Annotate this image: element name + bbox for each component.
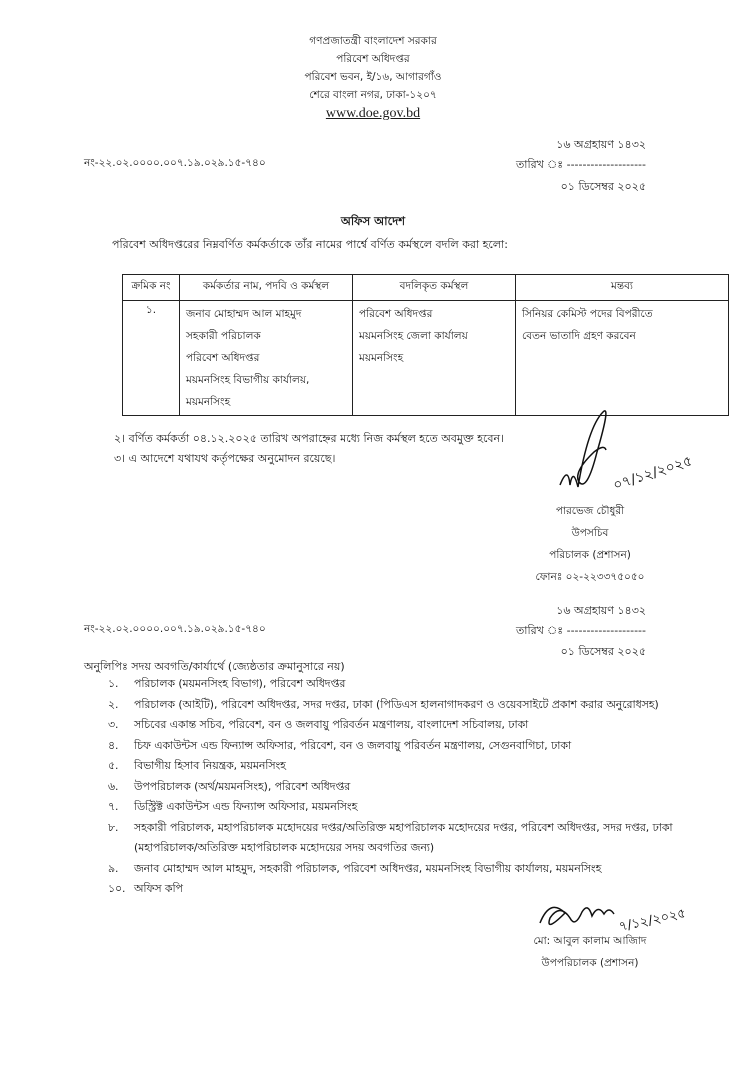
website-link[interactable]: www.doe.gov.bd — [325, 106, 421, 121]
memo-2-bangla-date: ১৬ অগ্রহায়ণ ১৪৩২ — [556, 604, 646, 617]
transfer-city: ময়মনসিংহ — [359, 352, 404, 364]
officer-name: জনাব মোহাম্মদ আল মাহমুদ — [186, 308, 302, 320]
paragraph-3: ৩। এ আদেশে যথাযথ কর্তৃপক্ষের অনুমোদন রয়েছে। — [114, 452, 336, 465]
signatory-2-block — [480, 930, 700, 974]
date-label: তারিখ ঃ -------------------- — [516, 158, 646, 171]
signatory-2-name: মো: আবুল কালাম আজিাদ — [533, 935, 647, 947]
transfer-table — [122, 274, 729, 416]
address-line-1: পরিবেশ ভবন, ই/১৬, আগারগাঁও — [304, 71, 442, 83]
memo-number: নং-২২.০২.০০০০.০০৭.১৯.০২৯.১৫-৭৪০ — [84, 157, 266, 169]
officer-department: পরিবেশ অধিদপ্তর — [186, 352, 260, 364]
officer-office: ময়মনসিংহ বিভাগীয় কার্যালয়, — [186, 374, 310, 386]
order-intro: পরিবেশ অধিদপ্তরের নিম্নবর্ণিত কর্মকর্তাকে তাঁর নামের পার্শ্বে বর্ণিত কর্মস্থলে বদলি করা হলো: — [112, 238, 508, 251]
table-header-row — [123, 275, 729, 301]
header-officer: কর্মকর্তার নাম, পদবি ও কর্মস্থল — [180, 275, 353, 301]
list-item: ৮. সহকারী পরিচালক, মহাপরিচালক মহোদয়ের দপ্তর/অতিরিক্ত মহাপরিচালক মহোদয়ের দপ্তর, পরিবেশ অধিদপ্তর, সদর দপ্তর, ঢাকা (মহাপরিচালক/অতিরিক্ত মহাপরিচালক মহোদয়ের সদয় অবগতির জন্য) — [108, 820, 673, 854]
officer-designation: সহকারী পরিচালক — [186, 330, 261, 342]
officer-cell — [180, 301, 353, 416]
paragraph-2: ২। বর্ণিত কর্মকর্তা ০৪.১২.২০২৫ তারিখ অপরাহ্নের মধ্যে নিজ কর্মস্থল হতে অবমুক্ত হবেন। — [114, 432, 505, 445]
list-item: ১. পরিচালক (ময়মনসিংহ বিভাগ), পরিবেশ অধিদপ্তর — [108, 677, 346, 690]
list-item: ৭. ডিস্ট্রিক্ট একাউন্টস এন্ড ফিন্যান্স অফিসার, ময়মনসিংহ — [108, 800, 358, 813]
signatory-1-name: পারভেজ চৌধুরী — [555, 505, 625, 517]
signatory-1-phone: ফোনঃ ০২-২২৩৩৭৫০৫০ — [535, 571, 645, 583]
transfer-office: ময়মনসিংহ জেলা কার্যালয় — [359, 330, 468, 342]
signature-1-mark — [555, 405, 715, 515]
transferred-to-cell — [353, 301, 516, 416]
signatory-1-block — [470, 500, 710, 588]
list-item: ২. পরিচালক (আইটি), পরিবেশ অধিদপ্তর, সদর দপ্তর, ঢাকা (পিডিএস হালনাগাদকরণ ও ওয়েবসাইটে প্রকাশ করার অনুরোধসহ) — [108, 697, 659, 711]
list-item: ৪. চিফ একাউন্টস এন্ড ফিন্যান্স অফিসার, পরিবেশ, বন ও জলবায়ু পরিবর্তন মন্ত্রণালয়, সেগুনবাগিচা, ঢাকা — [108, 738, 572, 752]
signatory-2-role: উপপরিচালক (প্রশাসন) — [541, 957, 639, 969]
copies-list — [108, 674, 708, 900]
header-transferred-to: বদলিকৃত কর্মস্থল — [353, 275, 516, 301]
signature-2-date: ৭/১২/২০২৫ — [617, 906, 688, 935]
remarks-line-2: বেতন ভাতাদি গ্রহণ করবেন — [522, 330, 636, 342]
copies-heading: অনুলিপিঃ সদয় অবগতি/কার্যার্থে (জ্যেষ্ঠতার ক্রমানুসারে নয়) — [84, 660, 345, 673]
transfer-department: পরিবেশ অধিদপ্তর — [359, 308, 433, 320]
header-serial: ক্রমিক নং — [123, 275, 180, 301]
list-item: ৫. বিভাগীয় হিসাব নিয়ন্ত্রক, ময়মনসিংহ — [108, 759, 286, 772]
table-row — [123, 301, 729, 416]
letterhead — [0, 32, 746, 124]
signature-1-date: ০৭/১২/২০২৫ — [611, 453, 695, 494]
officer-city: ময়মনসিংহ — [186, 396, 231, 408]
list-item: ৩. সচিবের একান্ত সচিব, পরিবেশ, বন ও জলবায়ু পরিবর্তন মন্ত্রণালয়, বাংলাদেশ সচিবালয়, ঢাকা — [108, 718, 529, 731]
order-title: অফিস আদেশ — [340, 214, 406, 228]
government-name: গণপ্রজাতন্ত্রী বাংলাদেশ সরকার — [309, 35, 437, 47]
list-item: ১০. অফিস কপি — [108, 882, 183, 895]
signatory-1-role: পরিচালক (প্রশাসন) — [549, 549, 631, 561]
signatory-1-designation: উপসচিব — [571, 527, 609, 539]
department-name: পরিবেশ অধিদপ্তর — [336, 53, 410, 65]
header-remarks: মন্তব্য — [516, 275, 729, 301]
bangla-date: ১৬ অগ্রহায়ণ ১৪৩২ — [556, 138, 646, 151]
memo-2-english-date: ০১ ডিসেম্বর ২০২৫ — [560, 645, 646, 658]
memo-2-date-label: তারিখ ঃ -------------------- — [516, 624, 646, 637]
remarks-cell — [516, 301, 729, 416]
list-item: ৯. জনাব মোহাম্মদ আল মাহমুদ, সহকারী পরিচালক, পরিবেশ অধিদপ্তর, ময়মনসিংহ বিভাগীয় কার্যালয়, ময়মনসিংহ — [108, 861, 602, 875]
serial-cell: ১. — [123, 301, 180, 416]
list-item: ৬. উপপরিচালক (অর্থ/ময়মনসিংহ), পরিবেশ অধিদপ্তর — [108, 779, 351, 793]
memo-2-number: নং-২২.০২.০০০০.০০৭.১৯.০২৯.১৫-৭৪০ — [84, 623, 266, 635]
english-date: ০১ ডিসেম্বর ২০২৫ — [560, 180, 646, 193]
remarks-line-1: সিনিয়র কেমিস্ট পদের বিপরীতে — [522, 308, 653, 320]
address-line-2: শেরে বাংলা নগর, ঢাকা-১২০৭ — [309, 89, 437, 101]
